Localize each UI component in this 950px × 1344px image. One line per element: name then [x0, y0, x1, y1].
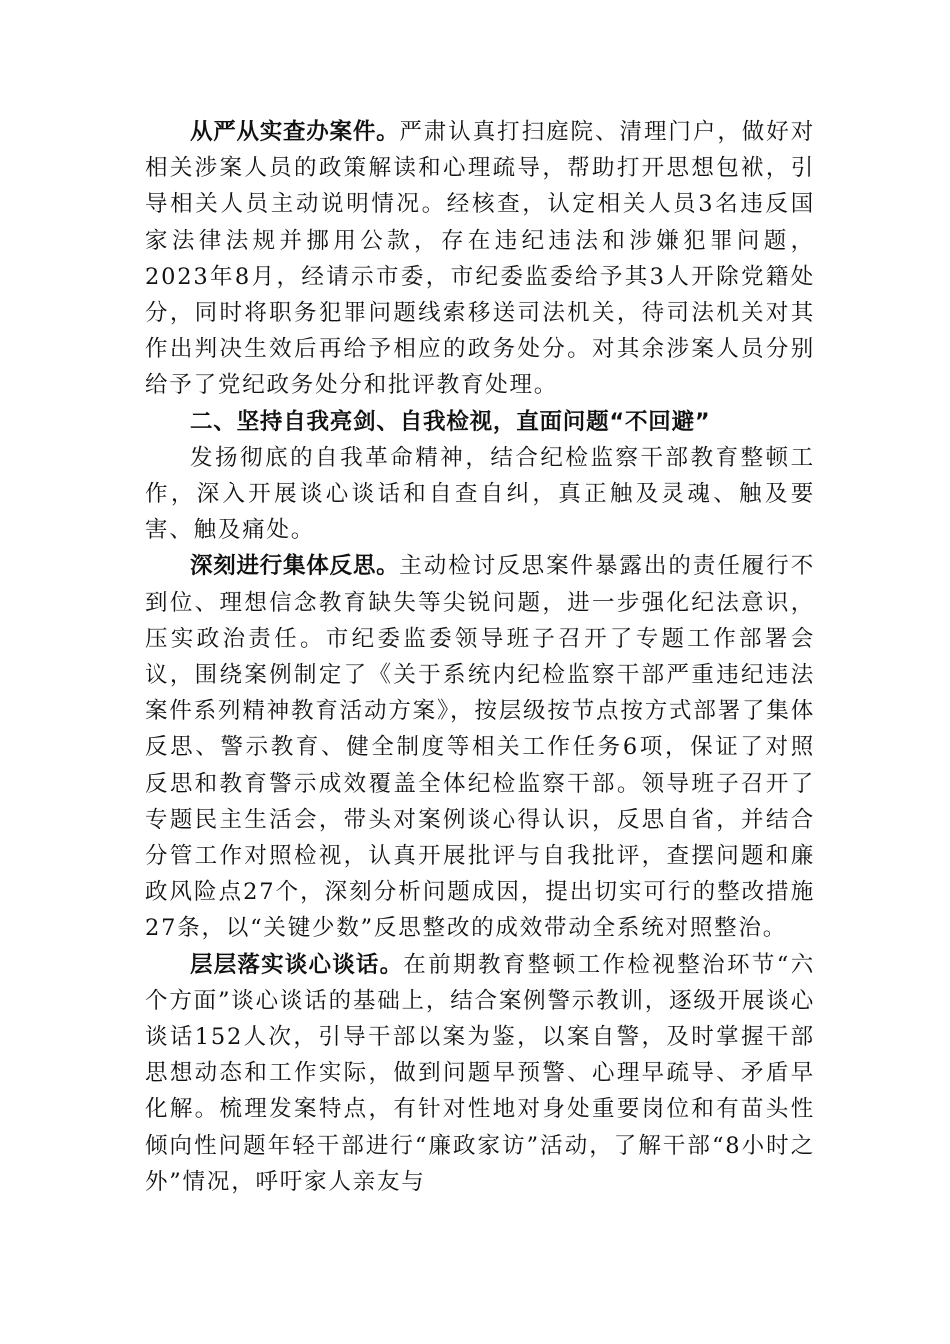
paragraph-body: 在前期教育整顿工作检视整治环节“六个方面”谈心谈话的基础上，结合案例警示教训，逐级开展谈心谈话152人次，引导干部以案为鉴，以案自警，及时掌握干部思想动态和工作实际，做到问题早预警、心理早疏导、矛盾早化解。梳理发案特点，有针对性地对身处重要岗位和有苗头性倾向性问题年轻干部进行“廉政家访”活动，了解干部“8小时之外”情况，呼吁家人亲友与 [145, 951, 815, 1195]
section-heading: 二、坚持自我亮剑、自我检视，直面问题“不回避” [190, 408, 711, 435]
paragraph-intro [145, 440, 815, 549]
paragraph-lead: 从严从实查办案件。 [190, 119, 400, 145]
paragraph-case-handling [145, 114, 815, 404]
paragraph-body: 发扬彻底的自我革命精神，结合纪检监察干部教育整顿工作，深入开展谈心谈话和自查自纠，真正触及灵魂、触及要害、触及痛处。 [145, 444, 815, 544]
paragraph-collective-reflection [145, 548, 815, 946]
paragraph-lead: 层层落实谈心谈话。 [190, 951, 404, 978]
document-body [145, 114, 815, 1200]
paragraph-lead: 深刻进行集体反思。 [190, 553, 400, 580]
paragraph-heart-to-heart-talks [145, 947, 815, 1200]
paragraph-body: 主动检讨反思案件暴露出的责任履行不到位、理想信念教育缺失等尖锐问题，进一步强化纪法意识，压实政治责任。市纪委监委领导班子召开了专题工作部署会议，围绕案例制定了《关于系统内纪检监察干部严重违纪违法案件系列精神教育活动方案》，按层级按节点按方式部署了集体反思、警示教育、健全制度等相关工作任务6项，保证了对照反思和教育警示成效覆盖全体纪检监察干部。领导班子召开了专题民主生活会，带头对案例谈心得认识，反思自省，并结合分管工作对照检视，认真开展批评与自我批评，查摆问题和廉政风险点27个，深刻分析问题成因，提出切实可行的整改措施27条，以“关键少数”反思整改的成效带动全系统对照整治。 [145, 553, 815, 942]
paragraph-body: 严肃认真打扫庭院、清理门户，做好对相关涉案人员的政策解读和心理疏导，帮助打开思想包袱，引导相关人员主动说明情况。经核查，认定相关人员3名违反国家法律法规并挪用公款，存在违纪违法和涉嫌犯罪问题，2023年8月，经请示市委，市纪委监委给予其3人开除党籍处分，同时将职务犯罪问题线索移送司法机关，待司法机关对其作出判决生效后再给予相应的政务处分。对其余涉案人员分别给予了党纪政务处分和批评教育处理。 [145, 119, 815, 399]
